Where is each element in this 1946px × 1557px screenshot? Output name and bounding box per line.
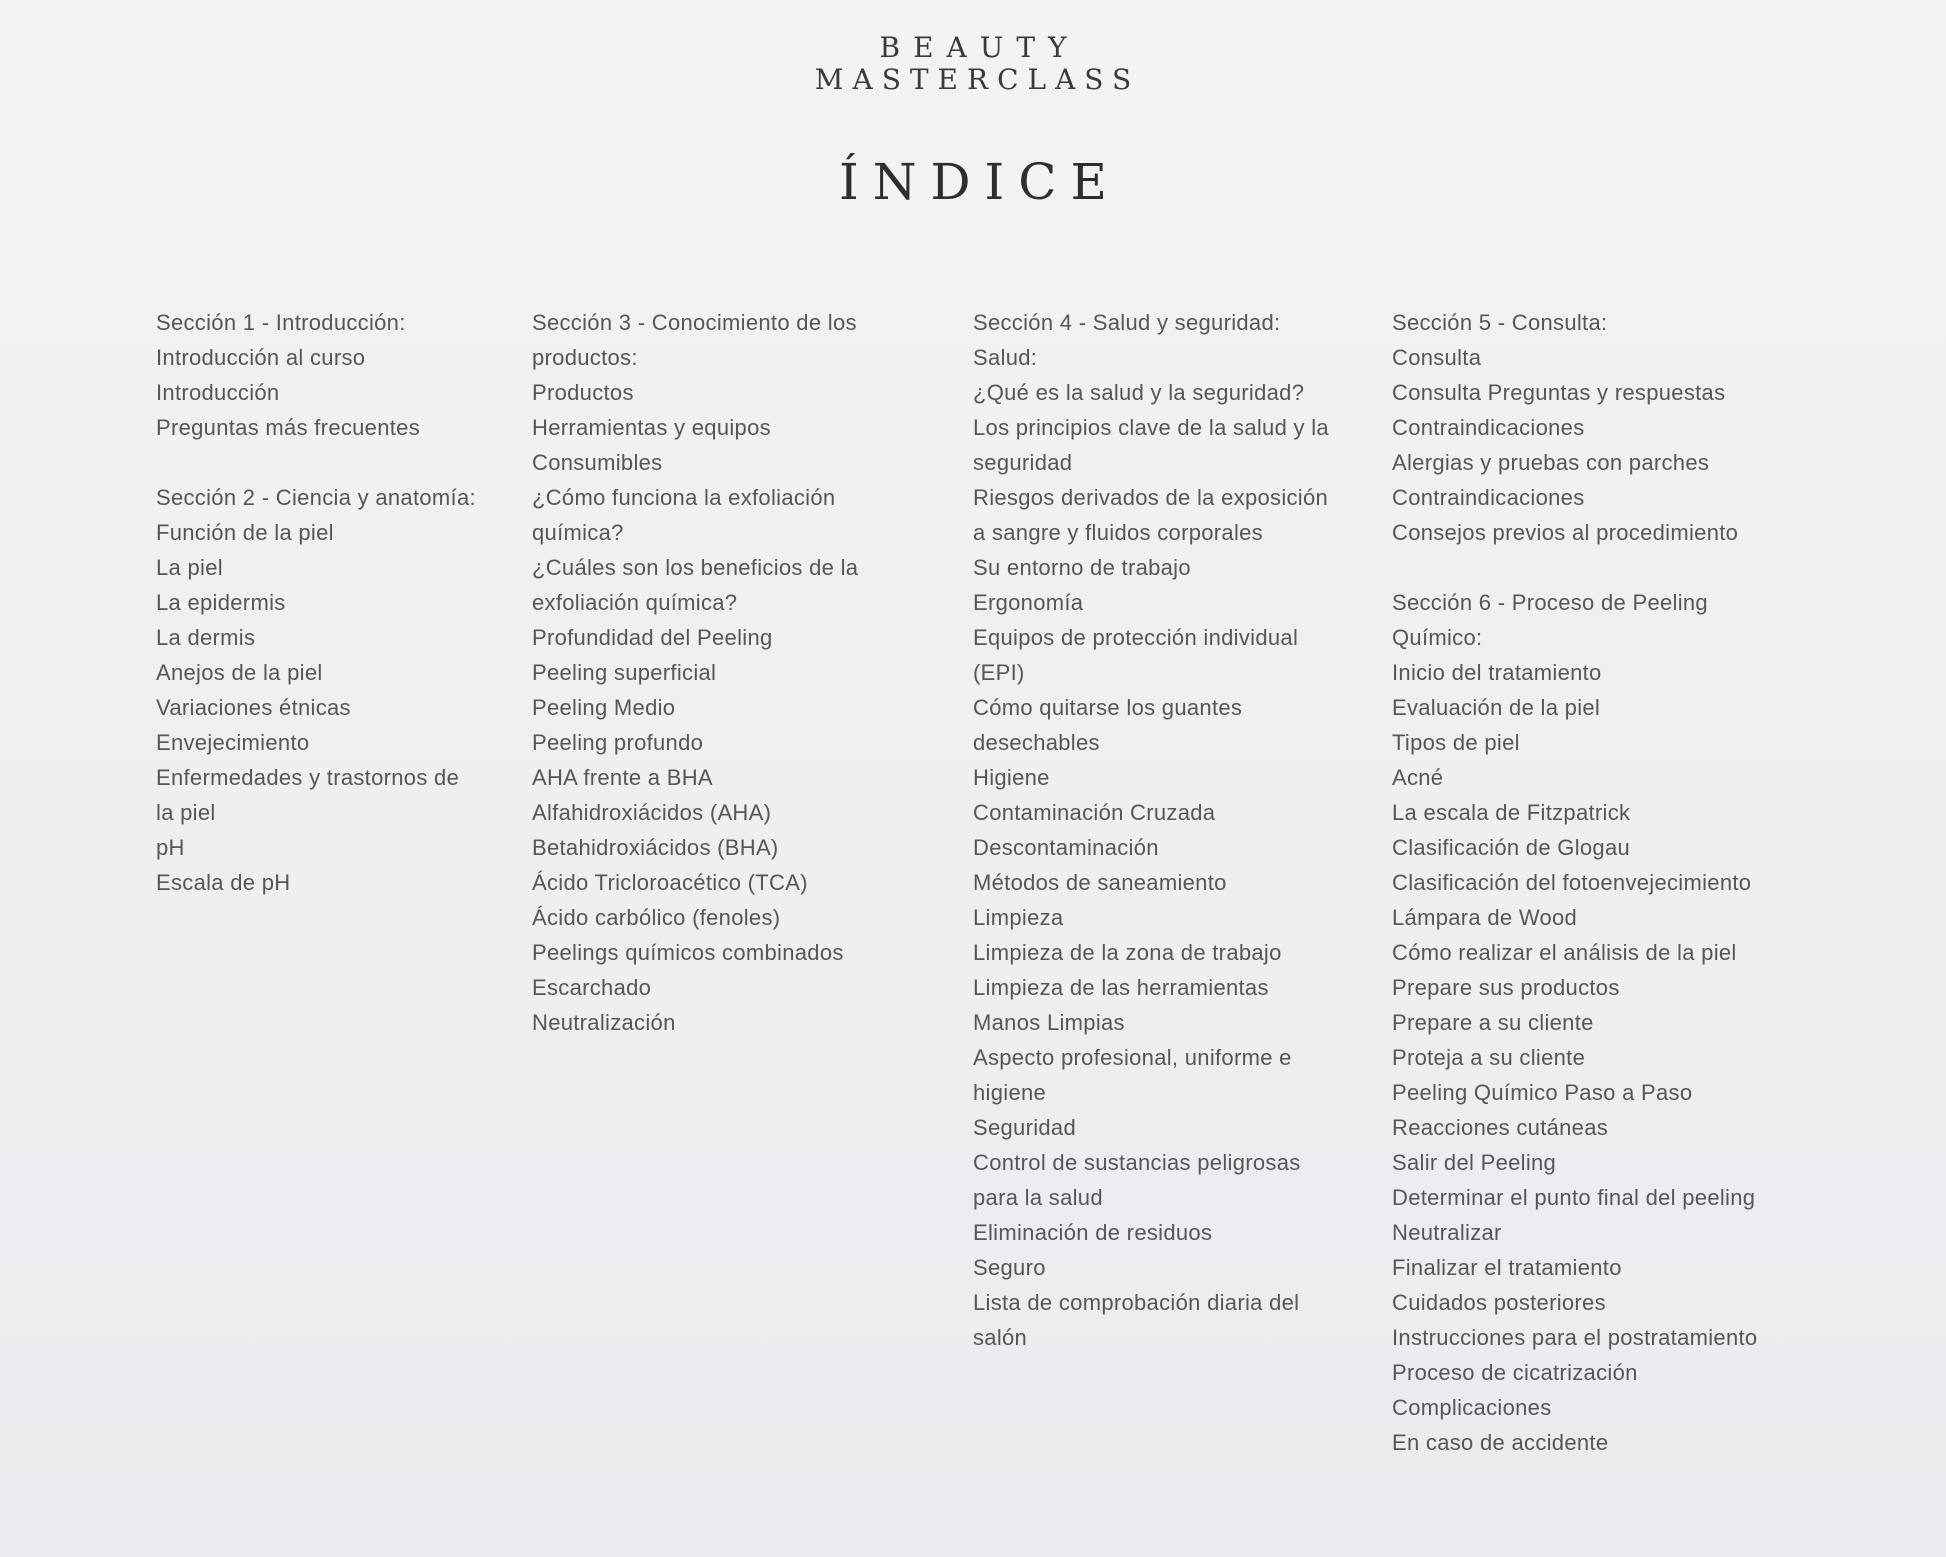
index-entry: Función de la piel (156, 520, 334, 545)
index-entry: Envejecimiento (156, 730, 310, 755)
index-entry: Lámpara de Wood (1392, 905, 1578, 930)
index-entry: Alfahidroxiácidos (AHA) (532, 800, 772, 825)
section-heading: Sección 4 - Salud y seguridad: (973, 310, 1281, 335)
section-heading: Sección 2 - Ciencia y anatomía: (156, 485, 476, 510)
index-entry: Tipos de piel (1392, 730, 1520, 755)
index-entry: Variaciones étnicas (156, 695, 351, 720)
index-column-2 (532, 305, 932, 1040)
index-entry: Introducción al curso (156, 345, 366, 370)
index-entry: Contraindicaciones (1392, 415, 1585, 440)
index-entry: La epidermis (156, 590, 286, 615)
index-entry: Lista de comprobación diaria del (973, 1290, 1300, 1315)
index-entry: Enfermedades y trastornos de (156, 765, 460, 790)
index-entry: Evaluación de la piel (1392, 695, 1601, 720)
brand-line-2: MASTERCLASS (814, 63, 1141, 96)
index-column-1 (156, 305, 496, 900)
index-entry: Cómo quitarse los guantes (973, 695, 1243, 720)
index-entry: Descontaminación (973, 835, 1159, 860)
index-entry: Proceso de cicatrización (1392, 1360, 1638, 1385)
index-entry: Productos (532, 380, 634, 405)
brand-logo (0, 32, 1946, 96)
index-entry: Manos Limpias (973, 1010, 1125, 1035)
index-entry: Cuidados posteriores (1392, 1290, 1606, 1315)
index-entry: Neutralización (532, 1010, 676, 1035)
index-entry: Prepare a su cliente (1392, 1010, 1594, 1035)
index-entry: higiene (973, 1080, 1047, 1105)
index-entry: La piel (156, 555, 223, 580)
index-entry: desechables (973, 730, 1100, 755)
index-entry: Complicaciones (1392, 1395, 1552, 1420)
index-entry: Seguridad (973, 1115, 1076, 1140)
section-heading: Sección 1 - Introducción: (156, 310, 406, 335)
index-entry: Escala de pH (156, 870, 291, 895)
index-entry: Introducción (156, 380, 280, 405)
index-entry: Clasificación del fotoenvejecimiento (1392, 870, 1752, 895)
index-entry: Herramientas y equipos (532, 415, 771, 440)
index-entry: Eliminación de residuos (973, 1220, 1213, 1245)
index-entry: pH (156, 835, 185, 860)
index-entry: Peeling superficial (532, 660, 717, 685)
index-entry: Salir del Peeling (1392, 1150, 1557, 1175)
index-entry: Equipos de protección individual (973, 625, 1299, 650)
index-entry: Instrucciones para el postratamiento (1392, 1325, 1758, 1350)
index-entry: Ácido carbólico (fenoles) (532, 905, 781, 930)
index-entry: Reacciones cutáneas (1392, 1115, 1609, 1140)
index-entry: ¿Cómo funciona la exfoliación (532, 485, 836, 510)
index-entry: Cómo realizar el análisis de la piel (1392, 940, 1737, 965)
index-entry: Betahidroxiácidos (BHA) (532, 835, 779, 860)
index-entry: En caso de accidente (1392, 1430, 1609, 1455)
index-entry: seguridad (973, 450, 1073, 475)
index-entry: Alergias y pruebas con parches (1392, 450, 1710, 475)
section-spacer (1392, 550, 1812, 585)
index-entry: Proteja a su cliente (1392, 1045, 1586, 1070)
index-entry: La dermis (156, 625, 256, 650)
index-entry: AHA frente a BHA (532, 765, 713, 790)
index-entry: Anejos de la piel (156, 660, 323, 685)
index-entry: ¿Qué es la salud y la seguridad? (973, 380, 1305, 405)
index-entry: Ácido Tricloroacético (TCA) (532, 870, 808, 895)
index-entry: Higiene (973, 765, 1050, 790)
index-entry: la piel (156, 800, 216, 825)
index-entry: Contaminación Cruzada (973, 800, 1216, 825)
page-title: ÍNDICE (838, 153, 1122, 211)
index-entry: (EPI) (973, 660, 1025, 685)
index-entry: Finalizar el tratamiento (1392, 1255, 1622, 1280)
index-entry: Salud: (973, 345, 1038, 370)
index-entry: Determinar el punto final del peeling (1392, 1185, 1756, 1210)
index-entry: Consulta (1392, 345, 1482, 370)
index-entry: Prepare sus productos (1392, 975, 1620, 1000)
index-entry: Limpieza de la zona de trabajo (973, 940, 1282, 965)
index-entry: ¿Cuáles son los beneficios de la (532, 555, 859, 580)
index-entry: Su entorno de trabajo (973, 555, 1191, 580)
index-entry: Métodos de saneamiento (973, 870, 1227, 895)
index-entry: Control de sustancias peligrosas (973, 1150, 1301, 1175)
index-column-4 (1392, 305, 1812, 1460)
index-entry: Acné (1392, 765, 1444, 790)
index-entry: productos: (532, 345, 638, 370)
index-entry: Consejos previos al procedimiento (1392, 520, 1739, 545)
index-entry: Escarchado (532, 975, 652, 1000)
index-column-3 (973, 305, 1373, 1355)
index-entry: Peeling Químico Paso a Paso (1392, 1080, 1693, 1105)
index-entry: Consulta Preguntas y respuestas (1392, 380, 1726, 405)
index-entry: Consumibles (532, 450, 663, 475)
index-entry: Limpieza de las herramientas (973, 975, 1269, 1000)
section-spacer (156, 445, 496, 480)
index-entry: La escala de Fitzpatrick (1392, 800, 1631, 825)
section-heading: Sección 6 - Proceso de Peeling (1392, 590, 1708, 615)
index-entry: Riesgos derivados de la exposición (973, 485, 1329, 510)
index-entry: Ergonomía (973, 590, 1084, 615)
index-entry: a sangre y fluidos corporales (973, 520, 1263, 545)
index-entry: Profundidad del Peeling (532, 625, 773, 650)
index-entry: química? (532, 520, 624, 545)
index-entry: Peeling Medio (532, 695, 676, 720)
section-heading: Sección 3 - Conocimiento de los (532, 310, 857, 335)
index-entry: Inicio del tratamiento (1392, 660, 1602, 685)
index-entry: Neutralizar (1392, 1220, 1502, 1245)
index-entry: Peelings químicos combinados (532, 940, 844, 965)
index-entry: Seguro (973, 1255, 1046, 1280)
index-entry: Preguntas más frecuentes (156, 415, 421, 440)
index-entry: Contraindicaciones (1392, 485, 1585, 510)
index-entry: Aspecto profesional, uniforme e (973, 1045, 1292, 1070)
index-entry: para la salud (973, 1185, 1103, 1210)
index-entry: Los principios clave de la salud y la (973, 415, 1329, 440)
index-entry: exfoliación química? (532, 590, 738, 615)
index-entry: Químico: (1392, 625, 1483, 650)
index-entry: Limpieza (973, 905, 1064, 930)
brand-line-1: BEAUTY (879, 31, 1080, 64)
index-entry: Peeling profundo (532, 730, 704, 755)
index-entry: Clasificación de Glogau (1392, 835, 1631, 860)
index-entry: salón (973, 1325, 1028, 1350)
section-heading: Sección 5 - Consulta: (1392, 310, 1608, 335)
